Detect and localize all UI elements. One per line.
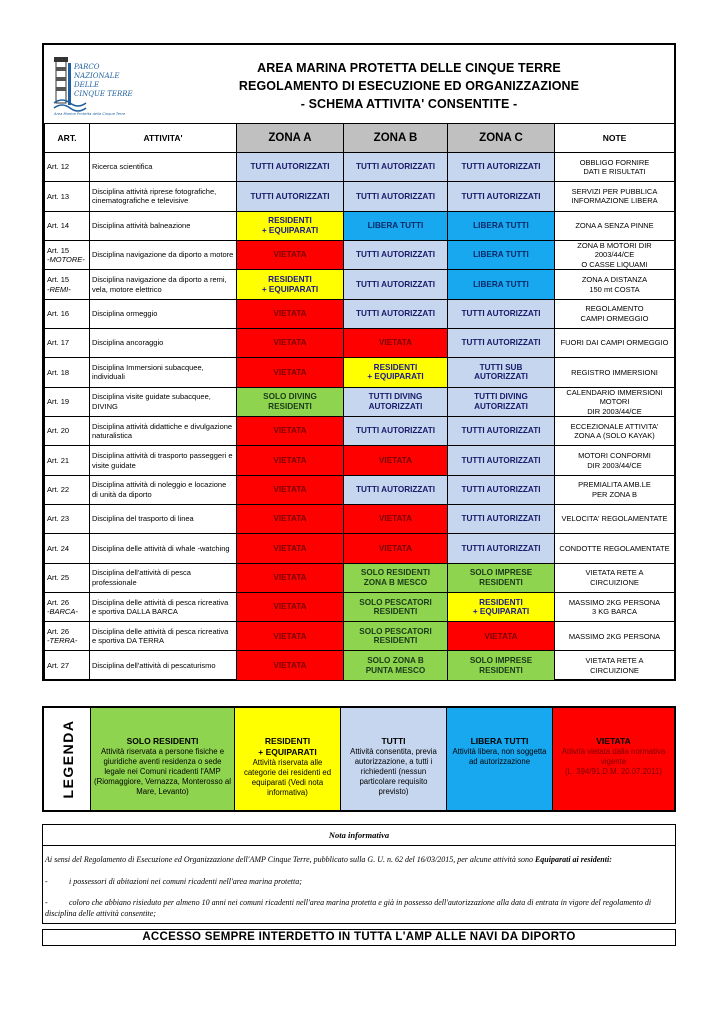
art-cell — [45, 328, 90, 357]
zona-c-cell: TUTTI AUTORIZZATI — [448, 475, 555, 504]
art-number: Art. 26 — [47, 626, 70, 636]
note-cell: FUORI DAI CAMPI ORMEGGIO — [555, 328, 675, 357]
note-cell: CALENDARIO IMMERSIONI MOTORI DIR 2003/44/CE — [555, 387, 675, 417]
zona-c-cell: LIBERA TUTTI — [448, 240, 555, 270]
zona-a-cell: SOLO DIVING RESIDENTI — [237, 387, 344, 417]
note-cell: VELOCITA' REGOLAMENTATE — [555, 504, 675, 533]
zona-c-cell: TUTTI AUTORIZZATI — [448, 299, 555, 328]
zona-a-cell: VIETATA — [237, 622, 344, 651]
zona-c-cell: SOLO IMPRESE RESIDENTI — [448, 651, 555, 680]
zona-c-cell: TUTTI AUTORIZZATI — [448, 446, 555, 475]
art-number: Art. 19 — [47, 397, 70, 407]
legend-vietata — [552, 708, 674, 810]
table-row — [45, 182, 675, 211]
art-cell — [45, 446, 90, 475]
zona-b-cell: TUTTI AUTORIZZATI — [344, 299, 448, 328]
art-cell — [45, 504, 90, 533]
zona-a-cell: VIETATA — [237, 475, 344, 504]
table-row — [45, 417, 675, 446]
activity-cell: Disciplina delle attività di whale -watching — [90, 534, 237, 563]
activity-cell: Disciplina attività di noleggio e locazione di unità da diporto — [90, 475, 237, 504]
zona-b-cell: TUTTI DIVING AUTORIZZATI — [344, 387, 448, 417]
table-row — [45, 592, 675, 621]
nota-intro: Ai sensi del Regolamento di Esecuzione ed Organizzazione dell'AMP Cinque Terre, pubblicato sulla G. U. n. 62 del 16/03/2015, per alcune attività sono Equiparati ai residenti: — [45, 855, 612, 864]
legend-libera-tutti — [446, 708, 552, 810]
legend-title: RESIDENTI + EQUIPARATI — [258, 736, 317, 757]
zona-a-cell: VIETATA — [237, 651, 344, 680]
legend-description: Attività vietata dalla normativa vigente (L. 394/91,D.M. 20.07.2011) — [561, 747, 666, 776]
art-number: Art. 18 — [47, 367, 70, 377]
zona-c-cell: LIBERA TUTTI — [448, 211, 555, 240]
note-cell: SERVIZI PER PUBBLICA INFORMAZIONE LIBERA — [555, 182, 675, 211]
zona-b-cell: SOLO PESCATORI RESIDENTI — [344, 592, 448, 621]
legend-title: TUTTI — [381, 736, 406, 746]
col-header-zona-c: ZONA C — [448, 124, 555, 153]
activity-cell: Disciplina delle attività di pesca ricreativa e sportiva DALLA BARCA — [90, 592, 237, 621]
art-cell — [45, 622, 90, 651]
nota-title: Nota informativa — [43, 825, 675, 846]
activity-cell: Disciplina delle attività di pesca ricreativa e sportiva DA TERRA — [90, 622, 237, 651]
art-number: Art. 26 — [47, 597, 70, 607]
table-row — [45, 387, 675, 417]
note-cell: ZONA A DISTANZA 150 mt COSTA — [555, 270, 675, 299]
zona-a-cell: VIETATA — [237, 592, 344, 621]
zona-c-cell: TUTTI SUB AUTORIZZATI — [448, 358, 555, 387]
table-row — [45, 211, 675, 240]
svg-text:PARCO: PARCO — [74, 63, 100, 71]
note-cell: MASSIMO 2KG PERSONA — [555, 622, 675, 651]
zona-b-cell: RESIDENTI + EQUIPARATI — [344, 358, 448, 387]
table-body — [45, 153, 675, 681]
zona-b-cell: SOLO RESIDENTI ZONA B MESCO — [344, 563, 448, 592]
art-number: Art. 22 — [47, 485, 70, 495]
note-cell: MASSIMO 2KG PERSONA 3 KG BARCA — [555, 592, 675, 621]
table-row — [45, 651, 675, 680]
table-row — [45, 534, 675, 563]
art-number: Art. 15 — [47, 245, 70, 255]
zona-a-cell: RESIDENTI + EQUIPARATI — [237, 211, 344, 240]
zona-b-cell: TUTTI AUTORIZZATI — [344, 240, 448, 270]
nota-intro-bold: Equiparati ai residenti: — [534, 855, 612, 864]
col-header-art: ART. — [45, 124, 90, 153]
legend — [42, 706, 676, 812]
zona-a-cell: VIETATA — [237, 563, 344, 592]
zona-c-cell: TUTTI DIVING AUTORIZZATI — [448, 387, 555, 417]
activity-cell: Disciplina Immersioni subacquee, individuali — [90, 358, 237, 387]
zona-b-cell: TUTTI AUTORIZZATI — [344, 475, 448, 504]
art-cell — [45, 299, 90, 328]
activity-cell: Disciplina attività riprese fotografiche, cinematografiche e televisive — [90, 182, 237, 211]
zona-a-cell: TUTTI AUTORIZZATI — [237, 182, 344, 211]
art-subtype: -MOTORE- — [47, 255, 85, 265]
art-cell — [45, 153, 90, 182]
legend-title: VIETATA — [596, 736, 631, 746]
art-subtype: -TERRA- — [47, 636, 78, 646]
table-row — [45, 270, 675, 299]
art-number: Art. 21 — [47, 455, 70, 465]
activity-cell: Disciplina visite guidate subacquee, DIVING — [90, 387, 237, 417]
zona-a-cell: RESIDENTI + EQUIPARATI — [237, 270, 344, 299]
header-title-1: AREA MARINA PROTETTA DELLE CINQUE TERRE — [257, 61, 561, 75]
col-header-zona-a: ZONA A — [237, 124, 344, 153]
svg-text:DELLE: DELLE — [74, 81, 100, 89]
table-row — [45, 504, 675, 533]
header-title-2: REGOLAMENTO DI ESECUZIONE ED ORGANIZZAZIONE — [238, 79, 580, 93]
zona-a-cell: VIETATA — [237, 504, 344, 533]
art-cell — [45, 182, 90, 211]
zona-c-cell: TUTTI AUTORIZZATI — [448, 328, 555, 357]
legend-tutti — [340, 708, 446, 810]
zona-b-cell: VIETATA — [344, 504, 448, 533]
table-row — [45, 475, 675, 504]
table-row — [45, 299, 675, 328]
legend-title: SOLO RESIDENTI — [126, 736, 199, 746]
bullet-dash: - — [45, 877, 48, 886]
art-cell — [45, 211, 90, 240]
note-cell: ECCEZIONALE ATTIVITA' ZONA A (SOLO KAYAK) — [555, 417, 675, 446]
col-header-zona-b: ZONA B — [344, 124, 448, 153]
art-cell — [45, 534, 90, 563]
zona-a-cell: VIETATA — [237, 328, 344, 357]
table-row — [45, 563, 675, 592]
zona-a-cell: VIETATA — [237, 358, 344, 387]
art-number: Art. 27 — [47, 660, 70, 670]
svg-text:NAZIONALE: NAZIONALE — [74, 72, 120, 80]
art-number: Art. 15 — [47, 275, 70, 285]
zona-c-cell: TUTTI AUTORIZZATI — [448, 534, 555, 563]
schema-frame — [42, 43, 676, 681]
warning-banner: ACCESSO SEMPRE INTERDETTO IN TUTTA L'AMP ALLE NAVI DA DIPORTO — [42, 929, 676, 946]
legend-label: LEGENDA — [60, 719, 76, 799]
art-cell — [45, 240, 90, 270]
zona-c-cell: SOLO IMPRESE RESIDENTI — [448, 563, 555, 592]
activity-cell: Ricerca scientifica — [90, 153, 237, 182]
legend-description: Attività riservata a persone fisiche e giuridiche aventi residenza o sede legale nei Comuni ricadenti l'AMP (Riomaggiore, Vernazza, Monterosso al Mare, Levanto) — [94, 747, 231, 796]
zona-b-cell: SOLO PESCATORI RESIDENTI — [344, 622, 448, 651]
legend-description: Attività riservata alle categorie dei residenti ed equiparati (Vedi nota informativa) — [243, 758, 332, 797]
zona-b-cell: TUTTI AUTORIZZATI — [344, 270, 448, 299]
zona-c-cell: TUTTI AUTORIZZATI — [448, 153, 555, 182]
art-cell — [45, 475, 90, 504]
legend-solo-residenti — [90, 708, 234, 810]
activity-cell: Disciplina ormeggio — [90, 299, 237, 328]
table-row — [45, 328, 675, 357]
note-cell: ZONA A SENZA PINNE — [555, 211, 675, 240]
zona-c-cell: RESIDENTI + EQUIPARATI — [448, 592, 555, 621]
zona-a-cell: TUTTI AUTORIZZATI — [237, 153, 344, 182]
zona-b-cell: TUTTI AUTORIZZATI — [344, 153, 448, 182]
legend-residenti-equiparati — [234, 708, 340, 810]
activity-cell: Disciplina dell'attività di pescaturismo — [90, 651, 237, 680]
zona-c-cell: TUTTI AUTORIZZATI — [448, 504, 555, 533]
art-subtype: -BARCA- — [47, 607, 78, 616]
art-number: Art. 23 — [47, 514, 70, 524]
zona-b-cell: SOLO ZONA B PUNTA MESCO — [344, 651, 448, 680]
activity-cell: Disciplina ancoraggio — [90, 328, 237, 357]
activity-cell: Disciplina attività balneazione — [90, 211, 237, 240]
table-row — [45, 240, 675, 270]
zona-b-cell: TUTTI AUTORIZZATI — [344, 417, 448, 446]
nota-informativa — [42, 824, 676, 924]
activity-cell: Disciplina del trasporto di linea — [90, 504, 237, 533]
header-title-3: - SCHEMA ATTIVITA' CONSENTITE - — [300, 97, 518, 111]
art-number: Art. 24 — [47, 543, 70, 553]
svg-text:Area Marina Protetta delle Cin: Area Marina Protetta delle Cinque Terre — [54, 112, 126, 116]
legend-description: Attività libera, non soggetta ad autorizzazione — [452, 747, 547, 766]
zona-b-cell: VIETATA — [344, 328, 448, 357]
art-cell — [45, 651, 90, 680]
col-header-activity: ATTIVITA' — [90, 124, 237, 153]
zona-c-cell: TUTTI AUTORIZZATI — [448, 182, 555, 211]
nota-bullet-1: - i possessori di abitazioni nei comuni ricadenti nell'area marina protetta; — [45, 877, 302, 886]
zona-a-cell: VIETATA — [237, 299, 344, 328]
note-cell: VIETATA RETE A CIRCUIZIONE — [555, 563, 675, 592]
art-number: Art. 13 — [47, 191, 70, 201]
art-number: Art. 12 — [47, 162, 70, 172]
zona-b-cell: LIBERA TUTTI — [344, 211, 448, 240]
art-number: Art. 14 — [47, 220, 70, 230]
table-header-row — [45, 124, 675, 153]
zona-b-cell: TUTTI AUTORIZZATI — [344, 182, 448, 211]
art-number: Art. 25 — [47, 572, 70, 582]
note-cell: VIETATA RETE A CIRCUIZIONE — [555, 651, 675, 680]
note-cell: PREMIALITA AMB.LE PER ZONA B — [555, 475, 675, 504]
bullet-dash: - — [45, 898, 48, 907]
activity-cell: Disciplina attività di trasporto passeggeri e visite guidate — [90, 446, 237, 475]
activity-cell: Disciplina navigazione da diporto a motore — [90, 240, 237, 270]
zona-a-cell: VIETATA — [237, 534, 344, 563]
zona-c-cell: VIETATA — [448, 622, 555, 651]
activity-cell: Disciplina attività didattiche e divulgazione naturalistica — [90, 417, 237, 446]
zona-a-cell: VIETATA — [237, 446, 344, 475]
table-row — [45, 446, 675, 475]
table-row — [45, 358, 675, 387]
zona-b-cell: VIETATA — [344, 534, 448, 563]
zona-c-cell: TUTTI AUTORIZZATI — [448, 417, 555, 446]
note-cell: ZONA B MOTORI DIR 2003/44/CE O CASSE LIQUAMI — [555, 240, 675, 270]
activity-cell: Disciplina navigazione da diporto a remi, vela, motore elettrico — [90, 270, 237, 299]
document-header — [44, 45, 674, 123]
note-cell: OBBLIGO FORNIRE DATI E RISULTATI — [555, 153, 675, 182]
zona-a-cell: VIETATA — [237, 240, 344, 270]
zona-b-cell: VIETATA — [344, 446, 448, 475]
activities-table — [44, 123, 675, 681]
art-cell — [45, 417, 90, 446]
zona-c-cell: LIBERA TUTTI — [448, 270, 555, 299]
activity-cell: Disciplina dell'attività di pesca professionale — [90, 563, 237, 592]
note-cell: MOTORI CONFORMI DIR 2003/44/CE — [555, 446, 675, 475]
col-header-note: NOTE — [555, 124, 675, 153]
legend-title: LIBERA TUTTI — [470, 736, 529, 746]
note-cell: CONDOTTE REGOLAMENTATE — [555, 534, 675, 563]
park-logo — [52, 53, 134, 117]
note-cell: REGISTRO IMMERSIONI — [555, 358, 675, 387]
zona-a-cell: VIETATA — [237, 417, 344, 446]
art-cell — [45, 592, 90, 621]
art-number: Art. 20 — [47, 426, 70, 436]
art-cell — [45, 563, 90, 592]
art-subtype: -REMI- — [47, 284, 71, 294]
art-cell — [45, 358, 90, 387]
legend-description: Attività consentita, previa autorizzazione, a tutti i richiedenti (nessun particolare requisito previsto) — [350, 747, 437, 796]
table-row — [45, 622, 675, 651]
art-number: Art. 17 — [47, 338, 70, 348]
svg-text:CINQUE TERRE: CINQUE TERRE — [74, 90, 133, 98]
note-cell: REGOLAMENTO CAMPI ORMEGGIO — [555, 299, 675, 328]
nota-bullet-2: - coloro che abbiano risieduto per almeno 10 anni nei comuni ricadenti nell'area marina protetta e già in possesso dell'autorizzazione alla data di entrata in vigore del regolamento di disciplina delle attività consentite; — [45, 898, 652, 918]
table-row — [45, 153, 675, 182]
art-cell — [45, 387, 90, 417]
art-number: Art. 16 — [47, 309, 70, 319]
art-cell — [45, 270, 90, 299]
